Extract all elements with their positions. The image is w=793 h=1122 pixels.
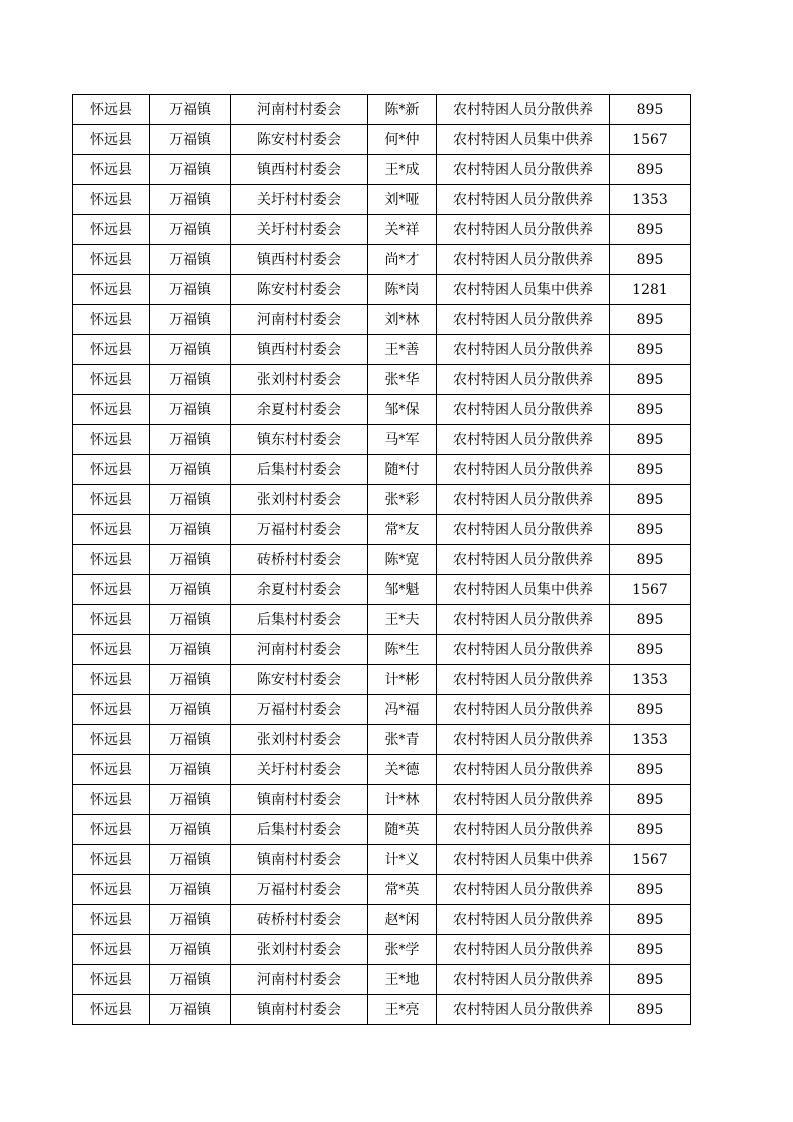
support-type-cell: 农村特困人员分散供养 <box>437 335 610 365</box>
support-type-cell: 农村特困人员分散供养 <box>437 545 610 575</box>
town-cell: 万福镇 <box>150 455 231 485</box>
town-cell: 万福镇 <box>150 605 231 635</box>
town-cell: 万福镇 <box>150 425 231 455</box>
town-cell: 万福镇 <box>150 95 231 125</box>
amount-cell: 895 <box>610 785 691 815</box>
recipient-name-cell: 刘*哑 <box>368 185 437 215</box>
support-type-cell: 农村特困人员分散供养 <box>437 785 610 815</box>
support-type-cell: 农村特困人员集中供养 <box>437 575 610 605</box>
town-cell: 万福镇 <box>150 815 231 845</box>
recipient-name-cell: 陈*新 <box>368 95 437 125</box>
table-body <box>73 95 691 1025</box>
county-cell: 怀远县 <box>73 305 150 335</box>
recipient-name-cell: 赵*闲 <box>368 905 437 935</box>
amount-cell: 895 <box>610 965 691 995</box>
village-cell: 河南村村委会 <box>231 635 368 665</box>
village-cell: 镇南村村委会 <box>231 995 368 1025</box>
town-cell: 万福镇 <box>150 335 231 365</box>
county-cell: 怀远县 <box>73 575 150 605</box>
table-row <box>73 635 691 665</box>
town-cell: 万福镇 <box>150 575 231 605</box>
county-cell: 怀远县 <box>73 605 150 635</box>
village-cell: 镇西村村委会 <box>231 155 368 185</box>
village-cell: 后集村村委会 <box>231 605 368 635</box>
amount-cell: 895 <box>610 155 691 185</box>
county-cell: 怀远县 <box>73 395 150 425</box>
table-row <box>73 95 691 125</box>
town-cell: 万福镇 <box>150 965 231 995</box>
table-row <box>73 215 691 245</box>
table-row <box>73 335 691 365</box>
table-row <box>73 815 691 845</box>
town-cell: 万福镇 <box>150 275 231 305</box>
amount-cell: 895 <box>610 815 691 845</box>
village-cell: 陈安村村委会 <box>231 275 368 305</box>
amount-cell: 1567 <box>610 845 691 875</box>
table-row <box>73 425 691 455</box>
town-cell: 万福镇 <box>150 875 231 905</box>
amount-cell: 1567 <box>610 575 691 605</box>
amount-cell: 895 <box>610 545 691 575</box>
county-cell: 怀远县 <box>73 875 150 905</box>
county-cell: 怀远县 <box>73 95 150 125</box>
recipient-name-cell: 刘*林 <box>368 305 437 335</box>
table-row <box>73 185 691 215</box>
county-cell: 怀远县 <box>73 455 150 485</box>
recipient-name-cell: 王*亮 <box>368 995 437 1025</box>
support-type-cell: 农村特困人员分散供养 <box>437 185 610 215</box>
support-type-cell: 农村特困人员分散供养 <box>437 815 610 845</box>
support-type-cell: 农村特困人员分散供养 <box>437 95 610 125</box>
support-type-cell: 农村特困人员集中供养 <box>437 125 610 155</box>
town-cell: 万福镇 <box>150 755 231 785</box>
recipient-name-cell: 张*华 <box>368 365 437 395</box>
town-cell: 万福镇 <box>150 185 231 215</box>
recipient-name-cell: 邹*魁 <box>368 575 437 605</box>
table-row <box>73 515 691 545</box>
support-type-cell: 农村特困人员分散供养 <box>437 155 610 185</box>
village-cell: 陈安村村委会 <box>231 665 368 695</box>
recipient-name-cell: 王*地 <box>368 965 437 995</box>
amount-cell: 895 <box>610 515 691 545</box>
village-cell: 张刘村村委会 <box>231 485 368 515</box>
recipient-name-cell: 随*付 <box>368 455 437 485</box>
table-row <box>73 755 691 785</box>
county-cell: 怀远县 <box>73 725 150 755</box>
town-cell: 万福镇 <box>150 515 231 545</box>
village-cell: 镇东村村委会 <box>231 425 368 455</box>
county-cell: 怀远县 <box>73 515 150 545</box>
village-cell: 关圩村村委会 <box>231 185 368 215</box>
table-row <box>73 305 691 335</box>
table-row <box>73 155 691 185</box>
recipient-name-cell: 常*英 <box>368 875 437 905</box>
table-row <box>73 125 691 155</box>
support-type-cell: 农村特困人员分散供养 <box>437 965 610 995</box>
table-row <box>73 665 691 695</box>
village-cell: 万福村村委会 <box>231 695 368 725</box>
county-cell: 怀远县 <box>73 485 150 515</box>
recipient-name-cell: 王*善 <box>368 335 437 365</box>
amount-cell: 895 <box>610 395 691 425</box>
table-row <box>73 995 691 1025</box>
table-row <box>73 935 691 965</box>
table-row <box>73 485 691 515</box>
county-cell: 怀远县 <box>73 635 150 665</box>
village-cell: 张刘村村委会 <box>231 365 368 395</box>
county-cell: 怀远县 <box>73 695 150 725</box>
amount-cell: 895 <box>610 485 691 515</box>
table-row <box>73 785 691 815</box>
table-row <box>73 545 691 575</box>
county-cell: 怀远县 <box>73 215 150 245</box>
amount-cell: 895 <box>610 305 691 335</box>
town-cell: 万福镇 <box>150 395 231 425</box>
village-cell: 张刘村村委会 <box>231 935 368 965</box>
amount-cell: 1353 <box>610 725 691 755</box>
table-row <box>73 575 691 605</box>
town-cell: 万福镇 <box>150 155 231 185</box>
village-cell: 镇西村村委会 <box>231 335 368 365</box>
amount-cell: 895 <box>610 455 691 485</box>
recipient-name-cell: 张*青 <box>368 725 437 755</box>
village-cell: 张刘村村委会 <box>231 725 368 755</box>
support-type-cell: 农村特困人员分散供养 <box>437 425 610 455</box>
village-cell: 河南村村委会 <box>231 95 368 125</box>
recipient-name-cell: 常*友 <box>368 515 437 545</box>
county-cell: 怀远县 <box>73 845 150 875</box>
table-row <box>73 875 691 905</box>
recipient-name-cell: 陈*岗 <box>368 275 437 305</box>
amount-cell: 895 <box>610 755 691 785</box>
county-cell: 怀远县 <box>73 935 150 965</box>
recipient-name-cell: 邹*保 <box>368 395 437 425</box>
amount-cell: 895 <box>610 215 691 245</box>
village-cell: 关圩村村委会 <box>231 215 368 245</box>
support-type-cell: 农村特困人员分散供养 <box>437 875 610 905</box>
town-cell: 万福镇 <box>150 215 231 245</box>
village-cell: 后集村村委会 <box>231 455 368 485</box>
recipient-name-cell: 关*德 <box>368 755 437 785</box>
amount-cell: 1281 <box>610 275 691 305</box>
support-type-cell: 农村特困人员分散供养 <box>437 215 610 245</box>
town-cell: 万福镇 <box>150 725 231 755</box>
table-row <box>73 395 691 425</box>
town-cell: 万福镇 <box>150 665 231 695</box>
town-cell: 万福镇 <box>150 995 231 1025</box>
village-cell: 余夏村村委会 <box>231 575 368 605</box>
county-cell: 怀远县 <box>73 185 150 215</box>
support-type-cell: 农村特困人员分散供养 <box>437 995 610 1025</box>
county-cell: 怀远县 <box>73 125 150 155</box>
amount-cell: 895 <box>610 335 691 365</box>
amount-cell: 895 <box>610 635 691 665</box>
town-cell: 万福镇 <box>150 935 231 965</box>
village-cell: 镇南村村委会 <box>231 785 368 815</box>
town-cell: 万福镇 <box>150 635 231 665</box>
county-cell: 怀远县 <box>73 665 150 695</box>
support-type-cell: 农村特困人员分散供养 <box>437 605 610 635</box>
town-cell: 万福镇 <box>150 485 231 515</box>
recipient-name-cell: 何*仲 <box>368 125 437 155</box>
town-cell: 万福镇 <box>150 695 231 725</box>
table-row <box>73 365 691 395</box>
support-type-cell: 农村特困人员集中供养 <box>437 845 610 875</box>
town-cell: 万福镇 <box>150 845 231 875</box>
recipient-name-cell: 随*英 <box>368 815 437 845</box>
recipient-name-cell: 陈*生 <box>368 635 437 665</box>
recipient-name-cell: 马*军 <box>368 425 437 455</box>
table-row <box>73 725 691 755</box>
county-cell: 怀远县 <box>73 335 150 365</box>
county-cell: 怀远县 <box>73 545 150 575</box>
amount-cell: 895 <box>610 365 691 395</box>
amount-cell: 895 <box>610 875 691 905</box>
recipient-name-cell: 计*义 <box>368 845 437 875</box>
village-cell: 余夏村村委会 <box>231 395 368 425</box>
county-cell: 怀远县 <box>73 815 150 845</box>
recipient-name-cell: 张*学 <box>368 935 437 965</box>
relief-recipients-table <box>72 94 691 1025</box>
amount-cell: 1567 <box>610 125 691 155</box>
amount-cell: 895 <box>610 695 691 725</box>
amount-cell: 1353 <box>610 665 691 695</box>
recipient-name-cell: 王*成 <box>368 155 437 185</box>
village-cell: 万福村村委会 <box>231 875 368 905</box>
village-cell: 河南村村委会 <box>231 965 368 995</box>
county-cell: 怀远县 <box>73 905 150 935</box>
table-row <box>73 965 691 995</box>
table-row <box>73 245 691 275</box>
support-type-cell: 农村特困人员分散供养 <box>437 395 610 425</box>
table-row <box>73 905 691 935</box>
village-cell: 河南村村委会 <box>231 305 368 335</box>
table-row <box>73 605 691 635</box>
county-cell: 怀远县 <box>73 785 150 815</box>
village-cell: 镇西村村委会 <box>231 245 368 275</box>
support-type-cell: 农村特困人员分散供养 <box>437 485 610 515</box>
amount-cell: 895 <box>610 95 691 125</box>
town-cell: 万福镇 <box>150 245 231 275</box>
amount-cell: 895 <box>610 245 691 275</box>
county-cell: 怀远县 <box>73 425 150 455</box>
village-cell: 万福村村委会 <box>231 515 368 545</box>
village-cell: 砖桥村村委会 <box>231 905 368 935</box>
town-cell: 万福镇 <box>150 545 231 575</box>
county-cell: 怀远县 <box>73 155 150 185</box>
village-cell: 陈安村村委会 <box>231 125 368 155</box>
support-type-cell: 农村特困人员分散供养 <box>437 455 610 485</box>
support-type-cell: 农村特困人员分散供养 <box>437 665 610 695</box>
town-cell: 万福镇 <box>150 365 231 395</box>
recipient-name-cell: 计*林 <box>368 785 437 815</box>
county-cell: 怀远县 <box>73 965 150 995</box>
support-type-cell: 农村特困人员分散供养 <box>437 695 610 725</box>
table-row <box>73 275 691 305</box>
county-cell: 怀远县 <box>73 365 150 395</box>
recipient-name-cell: 陈*宽 <box>368 545 437 575</box>
village-cell: 砖桥村村委会 <box>231 545 368 575</box>
support-type-cell: 农村特困人员分散供养 <box>437 755 610 785</box>
table-row <box>73 845 691 875</box>
amount-cell: 895 <box>610 425 691 455</box>
support-type-cell: 农村特困人员分散供养 <box>437 635 610 665</box>
recipient-name-cell: 计*彬 <box>368 665 437 695</box>
county-cell: 怀远县 <box>73 995 150 1025</box>
support-type-cell: 农村特困人员分散供养 <box>437 245 610 275</box>
recipient-name-cell: 尚*才 <box>368 245 437 275</box>
recipient-name-cell: 王*夫 <box>368 605 437 635</box>
county-cell: 怀远县 <box>73 275 150 305</box>
village-cell: 关圩村村委会 <box>231 755 368 785</box>
recipient-name-cell: 冯*福 <box>368 695 437 725</box>
support-type-cell: 农村特困人员分散供养 <box>437 515 610 545</box>
support-type-cell: 农村特困人员分散供养 <box>437 935 610 965</box>
town-cell: 万福镇 <box>150 305 231 335</box>
county-cell: 怀远县 <box>73 245 150 275</box>
support-type-cell: 农村特困人员分散供养 <box>437 365 610 395</box>
amount-cell: 895 <box>610 605 691 635</box>
amount-cell: 895 <box>610 905 691 935</box>
amount-cell: 895 <box>610 935 691 965</box>
county-cell: 怀远县 <box>73 755 150 785</box>
support-type-cell: 农村特困人员集中供养 <box>437 275 610 305</box>
support-type-cell: 农村特困人员分散供养 <box>437 725 610 755</box>
village-cell: 后集村村委会 <box>231 815 368 845</box>
town-cell: 万福镇 <box>150 785 231 815</box>
table-row <box>73 455 691 485</box>
town-cell: 万福镇 <box>150 905 231 935</box>
village-cell: 镇南村村委会 <box>231 845 368 875</box>
amount-cell: 1353 <box>610 185 691 215</box>
amount-cell: 895 <box>610 995 691 1025</box>
table-row <box>73 695 691 725</box>
recipient-name-cell: 张*彩 <box>368 485 437 515</box>
support-type-cell: 农村特困人员分散供养 <box>437 905 610 935</box>
recipient-name-cell: 关*祥 <box>368 215 437 245</box>
support-type-cell: 农村特困人员分散供养 <box>437 305 610 335</box>
town-cell: 万福镇 <box>150 125 231 155</box>
